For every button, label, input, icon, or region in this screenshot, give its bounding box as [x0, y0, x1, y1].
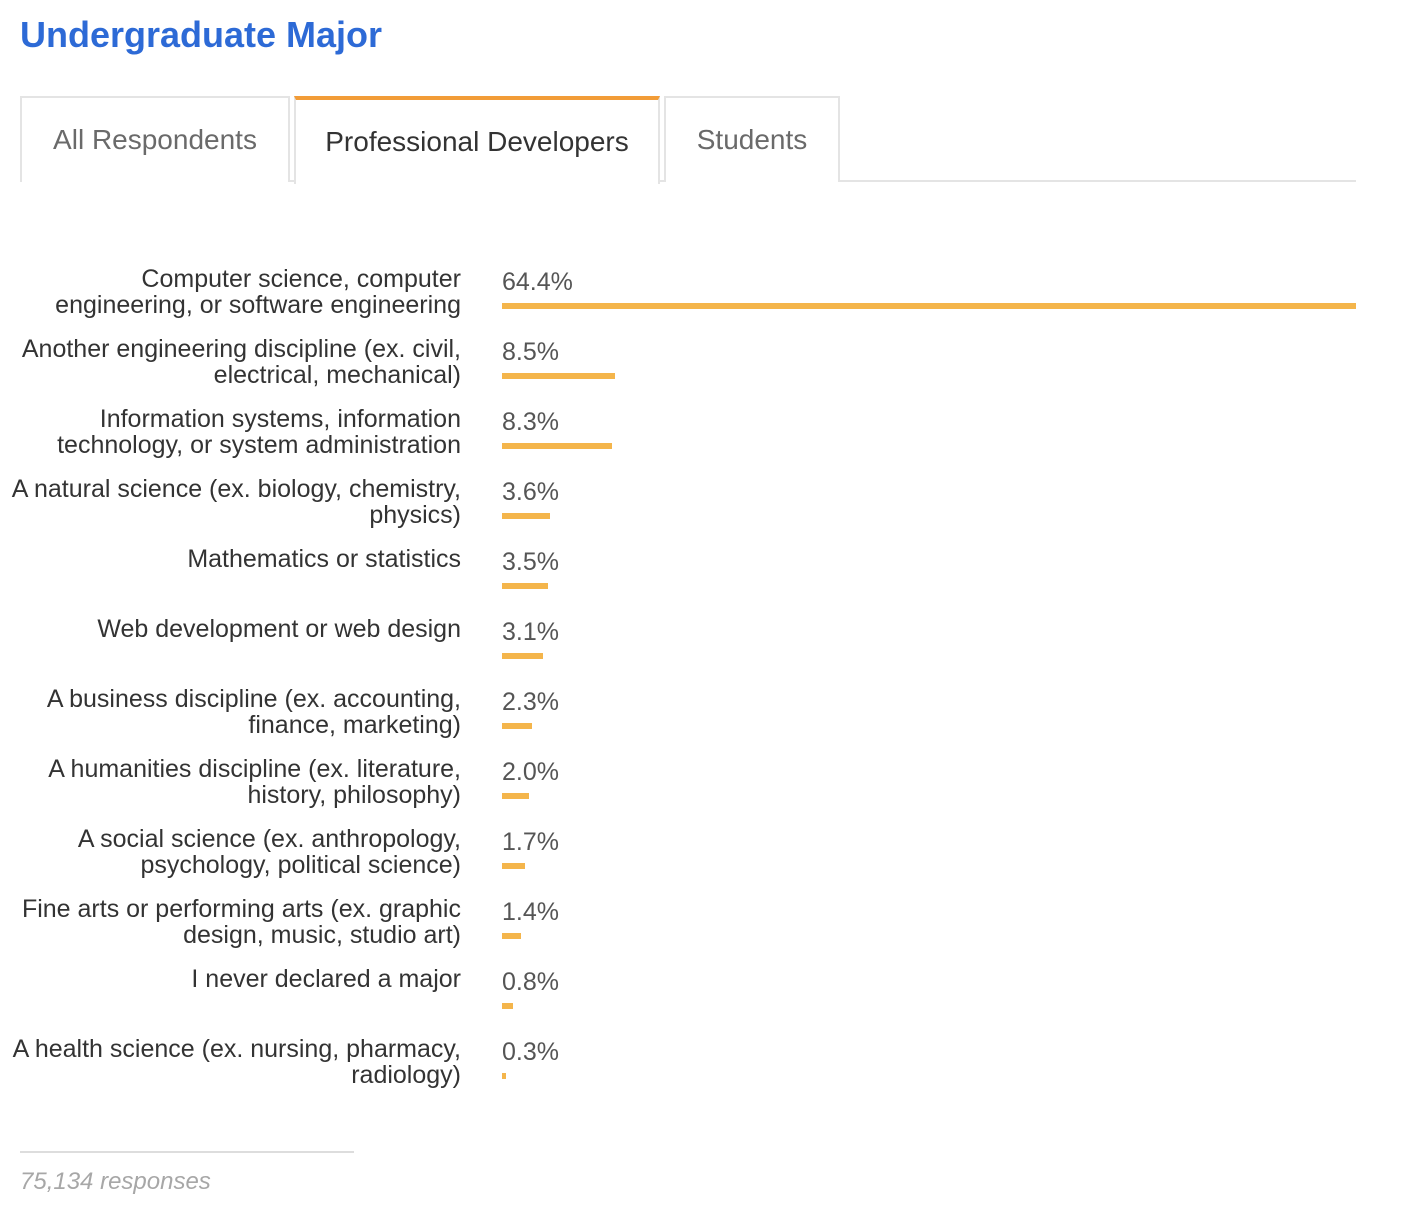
category-label: Information systems, information technology, or system administration [57, 405, 461, 459]
category-label: I never declared a major [191, 965, 461, 993]
data-label: 8.5% [502, 338, 559, 366]
chart-row [0, 262, 1422, 332]
category-label: A health science (ex. nursing, pharmacy, radiology) [12, 1035, 461, 1089]
category-label: Computer science, computer engineering, or software engineering [55, 265, 461, 319]
tab-all-respondents[interactable]: All Respondents [20, 96, 290, 182]
category-label: Mathematics or statistics [187, 545, 461, 573]
bar [502, 513, 550, 519]
category-label: A business discipline (ex. accounting, finance, marketing) [46, 685, 461, 739]
footer-divider [20, 1151, 354, 1153]
chart-row [0, 332, 1422, 402]
bar [502, 373, 615, 379]
tab-bar [20, 96, 1356, 182]
data-label: 64.4% [502, 268, 573, 296]
data-label: 3.6% [502, 478, 559, 506]
category-label: A humanities discipline (ex. literature, history, philosophy) [48, 755, 461, 809]
chart-row [0, 752, 1422, 822]
chart-row [0, 682, 1422, 752]
bar [502, 443, 612, 449]
tab-students[interactable]: Students [664, 96, 840, 182]
data-label: 1.7% [502, 828, 559, 856]
chart-row [0, 542, 1422, 612]
data-label: 0.3% [502, 1038, 559, 1066]
data-label: 1.4% [502, 898, 559, 926]
chart-row [0, 1032, 1422, 1102]
bar [502, 863, 525, 869]
bar [502, 1003, 513, 1009]
chart-row [0, 892, 1422, 962]
category-label: A social science (ex. anthropology, psychology, political science) [77, 825, 461, 879]
data-label: 3.1% [502, 618, 559, 646]
chart-row [0, 472, 1422, 542]
data-label: 8.3% [502, 408, 559, 436]
bar [502, 583, 548, 589]
bar [502, 1073, 506, 1079]
chart-row [0, 962, 1422, 1032]
bar [502, 933, 521, 939]
bar [502, 653, 543, 659]
chart-row [0, 402, 1422, 472]
category-label: Another engineering discipline (ex. civil, electrical, mechanical) [21, 335, 461, 389]
chart-row [0, 822, 1422, 892]
category-label: A natural science (ex. biology, chemistry, physics) [11, 475, 461, 529]
category-label: Fine arts or performing arts (ex. graphic design, music, studio art) [21, 895, 461, 949]
bar [502, 793, 529, 799]
response-count: 75,134 responses [20, 1168, 211, 1195]
chart-row [0, 612, 1422, 682]
bar-chart [0, 262, 1422, 1102]
data-label: 0.8% [502, 968, 559, 996]
data-label: 2.0% [502, 758, 559, 786]
category-label: Web development or web design [97, 615, 461, 643]
page-title: Undergraduate Major [20, 14, 383, 55]
data-label: 2.3% [502, 688, 559, 716]
data-label: 3.5% [502, 548, 559, 576]
bar [502, 723, 532, 729]
bar [502, 303, 1356, 309]
tab-professional-developers[interactable]: Professional Developers [294, 96, 660, 184]
